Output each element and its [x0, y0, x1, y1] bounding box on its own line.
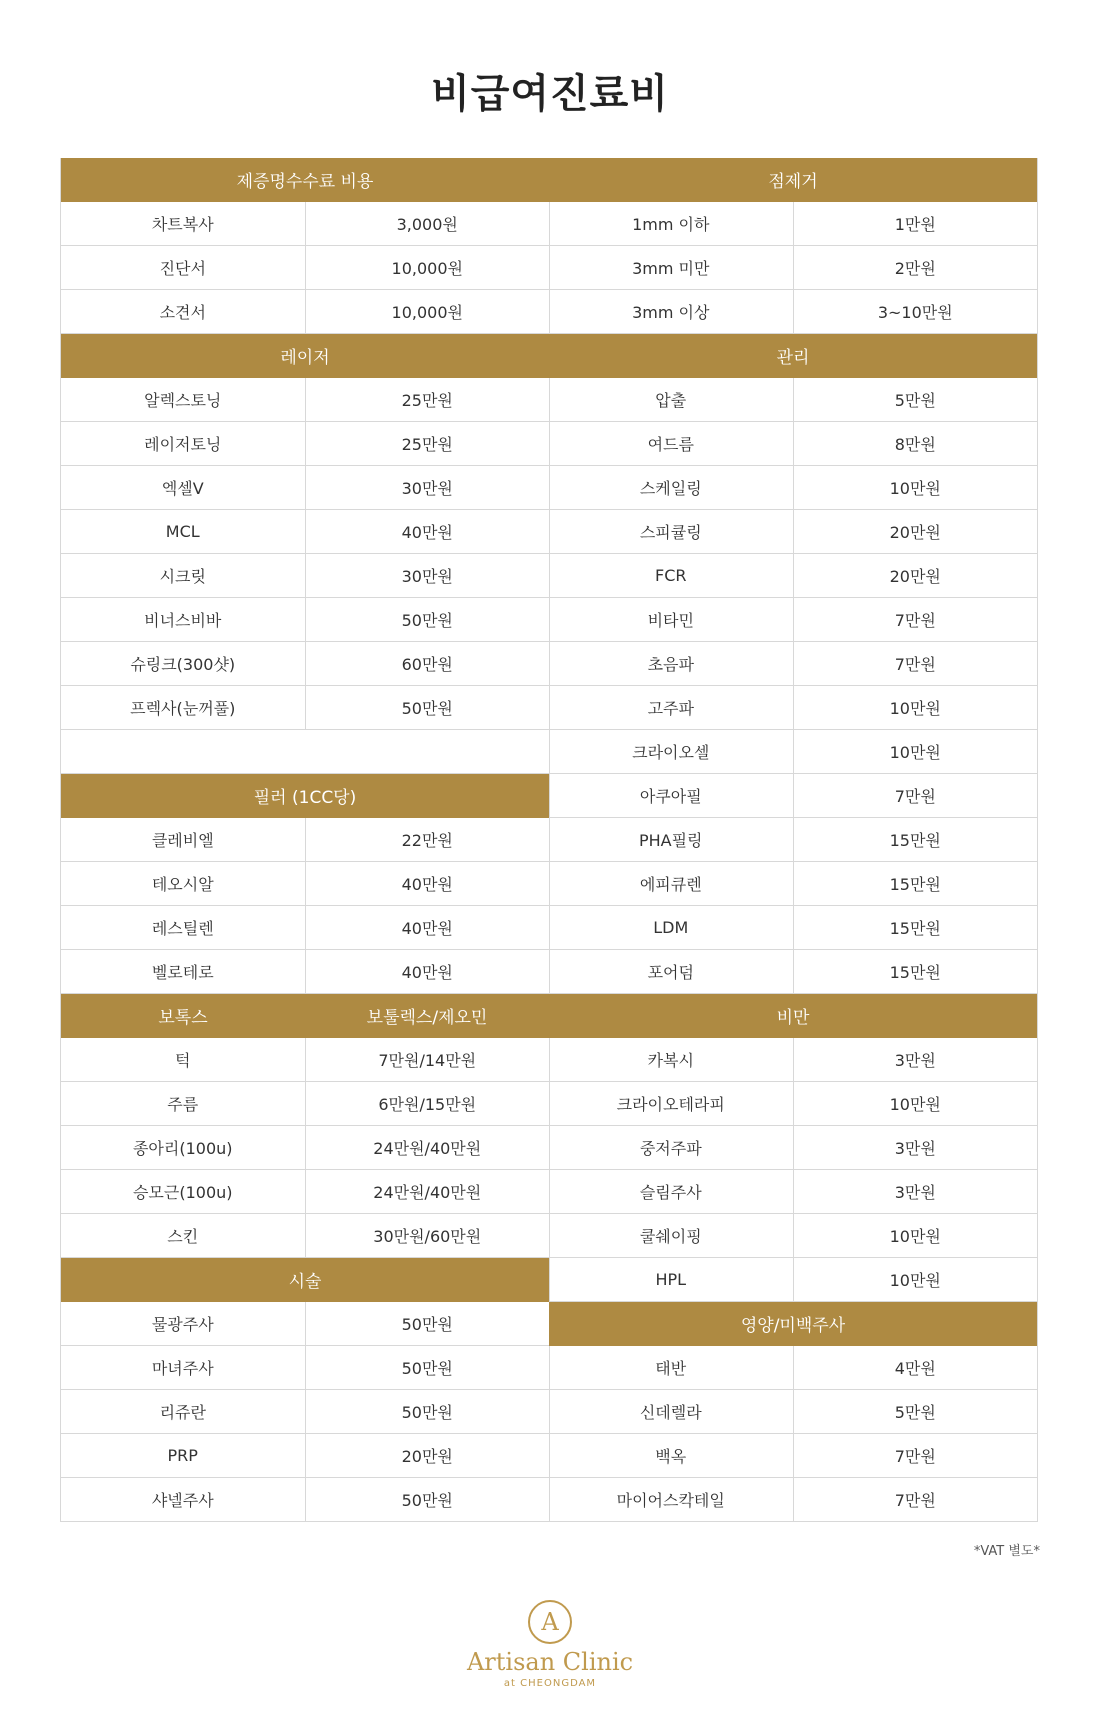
item-name: 3mm 미만 [632, 259, 710, 278]
item-name: FCR [655, 566, 687, 585]
item-name: PRP [167, 1446, 198, 1465]
item-name: 스킨 [167, 1227, 199, 1246]
price-row [61, 1082, 549, 1126]
item-price: 10만원 [793, 1082, 1038, 1125]
item-name: 초음파 [647, 655, 694, 674]
item-name: 중저주파 [639, 1139, 702, 1158]
item-name: 리쥬란 [159, 1403, 206, 1422]
item-name: 크라이오테라피 [616, 1095, 725, 1114]
price-row [549, 510, 1037, 554]
item-name: 압출 [655, 391, 687, 410]
price-row [61, 1434, 549, 1478]
item-price: 5만원 [793, 378, 1038, 421]
item-name: 카복시 [647, 1051, 694, 1070]
item-price: 10만원 [793, 1214, 1038, 1257]
item-name: 종아리(100u) [132, 1139, 233, 1158]
item-name: 스케일링 [639, 479, 702, 498]
item-name: 물광주사 [151, 1315, 214, 1334]
clinic-logo [0, 1600, 1100, 1689]
item-name: 쿨쉐이핑 [639, 1227, 702, 1246]
item-price: 24만원/40만원 [305, 1126, 550, 1169]
item-price: 3만원 [793, 1126, 1038, 1169]
section-title: 보톡스 [158, 1008, 208, 1028]
section-header [61, 1258, 549, 1302]
section-header [549, 1302, 1037, 1346]
section-title: 레이저 [280, 348, 330, 368]
item-name: 진단서 [159, 259, 206, 278]
price-row [61, 202, 549, 246]
price-row [549, 1038, 1037, 1082]
section-header [549, 158, 1037, 202]
item-price: 15만원 [793, 818, 1038, 861]
price-row [61, 950, 549, 994]
item-price: 3만원 [793, 1170, 1038, 1213]
item-price: 20만원 [305, 1434, 550, 1477]
price-row [549, 818, 1037, 862]
price-row [549, 1126, 1037, 1170]
item-price: 40만원 [305, 510, 550, 553]
section-header [549, 994, 1037, 1038]
item-price: 22만원 [305, 818, 550, 861]
item-price: 8만원 [793, 422, 1038, 465]
item-name: HPL [655, 1270, 687, 1289]
item-price: 15만원 [793, 906, 1038, 949]
item-price: 50만원 [305, 1302, 550, 1345]
item-price: 40만원 [305, 950, 550, 993]
item-name: 에피큐렌 [639, 875, 702, 894]
logo-name: Artisan Clinic [466, 1648, 634, 1676]
section-title: 필러 (1CC당) [253, 788, 357, 808]
price-row [61, 422, 549, 466]
price-row [61, 246, 549, 290]
price-row [549, 774, 1037, 818]
section-title: 점제거 [768, 172, 818, 192]
item-price: 7만원/14만원 [305, 1038, 550, 1081]
section-title: 시술 [288, 1272, 322, 1292]
item-price: 3,000원 [305, 202, 550, 245]
price-row [549, 1214, 1037, 1258]
section-header [61, 994, 549, 1038]
price-row [61, 642, 549, 686]
item-price: 7만원 [793, 774, 1038, 817]
item-name: 슬림주사 [639, 1183, 702, 1202]
item-name: 마녀주사 [151, 1359, 214, 1378]
vat-note: *VAT 별도* [973, 1544, 1040, 1559]
item-price: 30만원 [305, 554, 550, 597]
item-price: 2만원 [793, 246, 1038, 289]
item-price: 30만원 [305, 466, 550, 509]
item-name: 차트복사 [151, 215, 214, 234]
price-row [549, 950, 1037, 994]
item-price: 10만원 [793, 686, 1038, 729]
item-price: 7만원 [793, 598, 1038, 641]
item-name: 레이저토닝 [144, 435, 222, 454]
item-price: 5만원 [793, 1390, 1038, 1433]
price-row [61, 818, 549, 862]
price-row [549, 246, 1037, 290]
item-price: 50만원 [305, 1390, 550, 1433]
item-name: 1mm 이하 [632, 215, 710, 234]
item-price: 60만원 [305, 642, 550, 685]
logo-emblem-icon: A [528, 1600, 572, 1644]
item-price: 24만원/40만원 [305, 1170, 550, 1213]
item-price: 4만원 [793, 1346, 1038, 1389]
item-price: 40만원 [305, 906, 550, 949]
price-row [549, 554, 1037, 598]
price-row [61, 1214, 549, 1258]
price-row [61, 1346, 549, 1390]
price-row [549, 1170, 1037, 1214]
item-price: 3만원 [793, 1038, 1038, 1081]
price-row [549, 862, 1037, 906]
price-row [61, 862, 549, 906]
item-name: 턱 [175, 1051, 191, 1070]
item-name: 레스틸렌 [151, 919, 214, 938]
item-name: 클레비엘 [151, 831, 214, 850]
price-row [61, 378, 549, 422]
item-price: 25만원 [305, 422, 550, 465]
item-name: 포어덤 [647, 963, 694, 982]
item-price: 6만원/15만원 [305, 1082, 550, 1125]
section-title: 보툴렉스/제오민 [366, 1008, 488, 1028]
price-row [61, 510, 549, 554]
item-name: 3mm 이상 [632, 303, 710, 322]
price-row [61, 290, 549, 334]
item-price: 50만원 [305, 686, 550, 729]
item-price: 30만원/60만원 [305, 1214, 550, 1257]
item-name: LDM [653, 918, 689, 937]
section-title: 제증명수수료 비용 [236, 172, 374, 192]
price-row [549, 598, 1037, 642]
item-name: MCL [165, 522, 200, 541]
section-title: 관리 [776, 348, 810, 368]
item-price: 10만원 [793, 466, 1038, 509]
item-name: 비너스비바 [144, 611, 222, 630]
item-price: 50만원 [305, 1346, 550, 1389]
price-row [549, 730, 1037, 774]
item-price: 10만원 [793, 730, 1038, 773]
item-name: 백옥 [655, 1447, 687, 1466]
item-name: 시크릿 [159, 567, 206, 586]
item-name: 고주파 [647, 699, 694, 718]
price-row [549, 1082, 1037, 1126]
price-row [549, 466, 1037, 510]
right-price-column [549, 158, 1038, 1522]
price-row [549, 906, 1037, 950]
item-price: 7만원 [793, 642, 1038, 685]
item-price: 20만원 [793, 554, 1038, 597]
item-name: 샤넬주사 [151, 1491, 214, 1510]
item-price: 3~10만원 [793, 290, 1038, 333]
price-row [61, 1390, 549, 1434]
price-row [61, 906, 549, 950]
price-row [61, 686, 549, 730]
item-price: 10,000원 [305, 246, 550, 289]
item-price: 1만원 [793, 202, 1038, 245]
price-row [549, 1346, 1037, 1390]
item-name: 엑셀V [161, 479, 204, 498]
item-name: 승모근(100u) [132, 1183, 233, 1202]
price-row [549, 1258, 1037, 1302]
item-name: 프렉사(눈꺼풀) [130, 699, 236, 718]
price-row [549, 202, 1037, 246]
item-price: 7만원 [793, 1478, 1038, 1521]
price-row [549, 686, 1037, 730]
item-price: 50만원 [305, 598, 550, 641]
section-header [61, 774, 549, 818]
price-row [549, 1478, 1037, 1522]
blank-row [61, 730, 549, 774]
section-header [549, 334, 1037, 378]
item-price: 15만원 [793, 862, 1038, 905]
item-name: 태반 [655, 1359, 687, 1378]
item-price: 7만원 [793, 1434, 1038, 1477]
item-name: PHA필링 [638, 831, 703, 850]
price-row [61, 554, 549, 598]
logo-subtitle: at CHEONGDAM [503, 1678, 597, 1689]
price-row [61, 1170, 549, 1214]
item-price: 15만원 [793, 950, 1038, 993]
section-title: 영양/미백주사 [740, 1316, 846, 1336]
price-row [61, 1302, 549, 1346]
price-row [549, 422, 1037, 466]
price-row [549, 1434, 1037, 1478]
item-name: 여드름 [647, 435, 694, 454]
section-header [61, 334, 549, 378]
price-row [61, 1478, 549, 1522]
price-row [61, 598, 549, 642]
item-name: 알렉스토닝 [144, 391, 222, 410]
price-row [549, 378, 1037, 422]
price-row [549, 642, 1037, 686]
item-name: 신데렐라 [639, 1403, 702, 1422]
price-row [549, 290, 1037, 334]
item-price: 25만원 [305, 378, 550, 421]
item-price: 50만원 [305, 1478, 550, 1521]
price-row [549, 1390, 1037, 1434]
price-row [61, 1126, 549, 1170]
item-name: 주름 [167, 1095, 199, 1114]
page-title: 비급여진료비 [431, 71, 669, 117]
item-name: 소견서 [159, 303, 206, 322]
item-name: 스피큘링 [639, 523, 702, 542]
left-price-column [60, 158, 550, 1522]
item-price: 10,000원 [305, 290, 550, 333]
item-price: 20만원 [793, 510, 1038, 553]
item-price: 40만원 [305, 862, 550, 905]
item-name: 슈링크(300샷) [130, 655, 236, 674]
price-row [61, 1038, 549, 1082]
price-row [61, 466, 549, 510]
item-name: 마이어스칵테일 [616, 1491, 725, 1510]
item-name: 크라이오셀 [632, 743, 710, 762]
item-name: 테오시알 [151, 875, 214, 894]
item-name: 아쿠아필 [639, 787, 702, 806]
item-name: 비타민 [647, 611, 694, 630]
item-price: 10만원 [793, 1258, 1038, 1301]
section-title: 비만 [776, 1008, 810, 1028]
section-header [61, 158, 549, 202]
item-name: 벨로테로 [151, 963, 214, 982]
